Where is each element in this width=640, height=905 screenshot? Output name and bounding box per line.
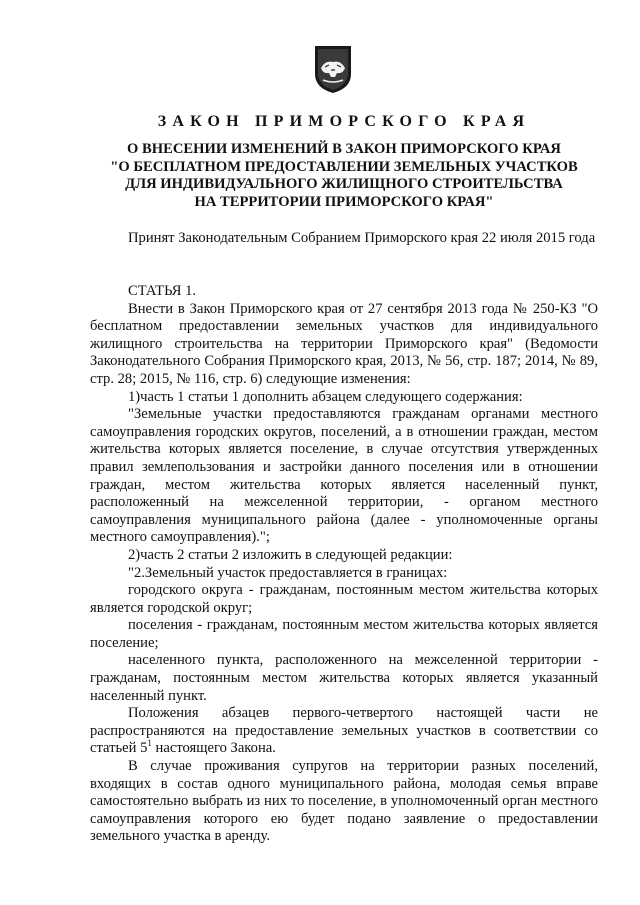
superscript-index: 1: [147, 738, 152, 749]
subtitle-line: О ВНЕСЕНИИ ИЗМЕНЕНИЙ В ЗАКОН ПРИМОРСКОГО КРАЯ: [127, 141, 561, 157]
article-intro: Внести в Закон Приморского края от 27 сентября 2013 года № 250-КЗ "О бесплатном предоставлении земельных участков для индивидуального жилищного строительства на территории Приморского края" (Ведомости Законодательного Собрания Приморского края, 2013, № 56, стр. 187; 2014, № 89, стр. 28; 2015, № 116, стр. 6) следующие изменения:: [90, 300, 598, 387]
article-1: [90, 283, 598, 846]
amendment-item-2-settlement: поселения - гражданам, постоянным местом жительства которых является поселение;: [90, 617, 598, 651]
amendment-item-1-quote: "Земельные участки предоставляются гражданам органами местного самоуправления городских округов, поселений, а в отношении граждан, местом жительства которых является поселение, в случае отсутствия утвержденных правил землепользования и застройки данного поселения или в отношении граждан, местом жительства которых является населенный пункт, расположенный на межселенной территории, - органом местного самоуправления муниципального района (далее - уполномоченные органы местного самоуправления).";: [90, 406, 598, 546]
adoption-note: [90, 230, 598, 248]
amendment-item-2-inter-settlement: населенного пункта, расположенного на межселенной территории - гражданам, постоянным местом жительства которых является указанный населенный пункт.: [90, 652, 598, 704]
subtitle-line: НА ТЕРРИТОРИИ ПРИМОРСКОГО КРАЯ": [194, 193, 494, 210]
subtitle-line: "О БЕСПЛАТНОМ ПРЕДОСТАВЛЕНИИ ЗЕМЕЛЬНЫХ УЧАСТКОВ: [110, 158, 578, 175]
adoption-text: Принят Законодательным Собранием Приморского края 22 июля 2015 года: [128, 230, 596, 246]
amendment-item-2-exceptions: [90, 705, 598, 758]
law-title: ЗАКОН ПРИМОРСКОГО КРАЯ: [157, 113, 531, 130]
law-subtitle: [90, 141, 598, 211]
exceptions-text-end: настоящего Закона.: [151, 740, 276, 757]
amendment-item-2-lead: "2.Земельный участок предоставляется в границах:: [128, 564, 448, 581]
article-heading: СТАТЬЯ 1.: [128, 283, 197, 299]
amendment-item-1: 1)часть 1 статьи 1 дополнить абзацем следующего содержания:: [128, 388, 523, 405]
amendment-item-2: 2)часть 2 статьи 2 изложить в следующей редакции:: [128, 546, 453, 563]
subtitle-line: ДЛЯ ИНДИВИДУАЛЬНОГО ЖИЛИЩНОГО СТРОИТЕЛЬСТВА: [125, 176, 563, 192]
amendment-item-2-spouses: В случае проживания супругов на территории разных поселений, входящих в состав одного муниципального района, молодая семья вправе самостоятельно выбрать из них то поселение, в уполномоченный орган местного самоуправления которого ею будет подано заявление о предоставлении земельного участка в аренду.: [90, 758, 598, 845]
exceptions-text: Положения абзацев первого-четвертого настоящей части не распространяются на предоставление земельных участков в соответствии со статьей 5: [90, 705, 598, 757]
amendment-item-2-urban-district: городского округа - гражданам, постоянным местом жительства которых является городской округ;: [90, 582, 598, 616]
coat-of-arms-emblem-icon: [313, 44, 353, 94]
